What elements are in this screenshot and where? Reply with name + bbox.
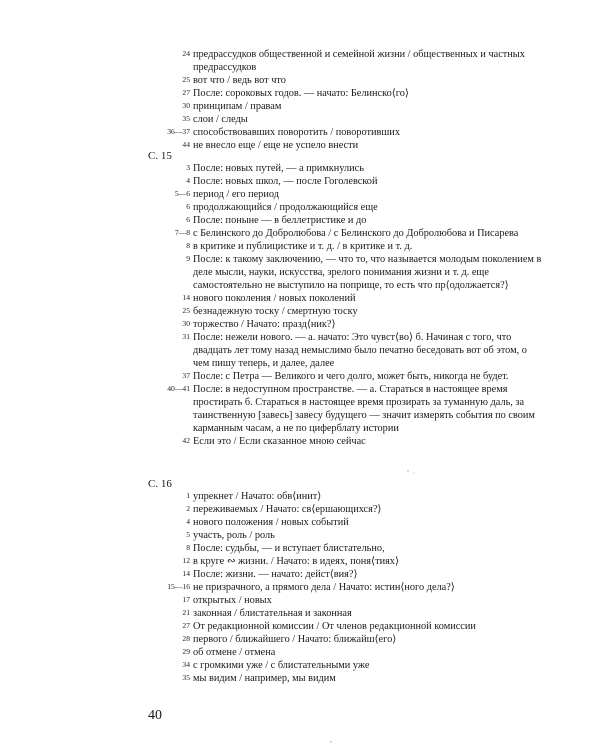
line-number: 25: [182, 75, 190, 84]
line-number: 17: [182, 595, 190, 604]
variant-text: После: нежели нового. — а. начато: Это чувст⟨во⟩ б. Начиная с того, что двадцать лет тому назад немыслимо было печатно беседовать вот об этом, о чем пишу теперь, и далее, далее: [193, 332, 527, 369]
line-number: 7—8: [174, 228, 190, 237]
line-number: 27: [182, 621, 190, 630]
line-number: 27: [182, 88, 190, 97]
line-number: 35: [182, 114, 190, 123]
variant-text: безнадежную тоску / смертную тоску: [193, 306, 358, 317]
variant-text: не призрачного, а прямого дела / Начато: истин⟨ного дела?⟩: [193, 582, 455, 593]
section-heading: С. 16: [148, 478, 172, 490]
line-number: 40—41: [167, 384, 190, 393]
variant-text: открытых / новых: [193, 595, 272, 606]
variant-text: нового положения / новых событий: [193, 517, 349, 528]
line-number: 14: [182, 293, 190, 302]
variant-text: нового поколения / новых поколений: [193, 293, 356, 304]
variant-text: предрассудков общественной и семейной жизни / общественных и частных предрассудков: [193, 49, 525, 73]
variant-text: способствовавших поворотить / поворотивших: [193, 127, 400, 138]
variant-text: участь, роль / роль: [193, 530, 275, 541]
line-number: 2: [186, 504, 190, 513]
variant-text: После: к такому заключению, — что то, что называется молодым поколением в деле мысли, науки, искусства, зрелого понимания жизни и т. д. еще самостоятельно не выступило на поприще, то есть что пр⟨одолжается?⟩: [193, 254, 542, 291]
variant-text: После: судьбы, — и вступает блистательно,: [193, 543, 385, 554]
variant-text: в критике и публицистике и т. д. / в критике и т. д.: [193, 241, 413, 252]
line-number: 5—6: [174, 189, 190, 198]
line-number: 44: [182, 140, 190, 149]
line-number: 6: [186, 202, 190, 211]
variant-text: продолжающийся / продолжающийся еще: [193, 202, 378, 213]
page-number: 40: [148, 708, 162, 723]
variant-text: принципам / правам: [193, 101, 282, 112]
variant-text: мы видим / например, мы видим: [193, 673, 336, 684]
line-number: 29: [182, 647, 190, 656]
variant-text: законная / блистательная и законная: [193, 608, 352, 619]
variant-text: торжество / Начато: празд⟨ник?⟩: [193, 319, 336, 330]
speck: [330, 741, 332, 743]
section-heading: С. 15: [148, 150, 172, 162]
variant-text: После: сороковых годов. — начато: Белинско⟨го⟩: [193, 88, 409, 99]
line-number: 30: [182, 101, 190, 110]
line-number: 34: [182, 660, 190, 669]
variant-text: с Белинского до Добролюбова / с Белинского до Добролюбова и Писарева: [193, 228, 519, 239]
variant-text: с громкими уже / с блистательными уже: [193, 660, 370, 671]
variant-text: После: в недоступном пространстве. — а. Стараться в настоящее время простирать б. Стараться в настоящее время прозирать за туманную даль, за таинственную [завесь] завесу будущего — значит измерять события по своим карманным часам, а не по циферблату истории: [193, 384, 535, 434]
line-number: 8: [186, 241, 190, 250]
line-number: 4: [186, 517, 190, 526]
line-number: 37: [182, 371, 190, 380]
variant-text: Если это / Если сказанное мною сейчас: [193, 436, 366, 447]
line-number: 35: [182, 673, 190, 682]
variant-text: переживаемых / Начато: св⟨ершающихся?⟩: [193, 504, 382, 515]
line-number: 1: [186, 491, 190, 500]
line-number: 9: [186, 254, 190, 263]
line-number: 4: [186, 176, 190, 185]
line-number: 36—37: [167, 127, 190, 136]
variant-text: не внесло еще / еще не успело внести: [193, 140, 359, 151]
line-number: 3: [186, 163, 190, 172]
variant-text: упрекнет / Начато: обв⟨инит⟩: [193, 491, 322, 502]
line-number: 30: [182, 319, 190, 328]
variant-text: вот что / ведь вот что: [193, 75, 286, 86]
variant-text: От редакционной комиссии / От членов редакционной комиссии: [193, 621, 476, 632]
line-number: 12: [182, 556, 190, 565]
variant-text: После: жизни. — начато: дейст⟨вия?⟩: [193, 569, 358, 580]
speck: [407, 470, 409, 472]
variant-text: об отмене / отмена: [193, 647, 276, 658]
line-number: 14: [182, 569, 190, 578]
line-number: 5: [186, 530, 190, 539]
line-number: 21: [182, 608, 190, 617]
line-number: 24: [182, 49, 190, 58]
variant-text: После: новых путей, — а примкнулись: [193, 163, 364, 174]
line-number: 31: [182, 332, 190, 341]
line-number: 25: [182, 306, 190, 315]
speck: [413, 472, 414, 473]
line-number: 42: [182, 436, 190, 445]
line-number: 6: [186, 215, 190, 224]
variant-text: После: новых школ, — после Гоголевской: [193, 176, 378, 187]
line-number: 8: [186, 543, 190, 552]
variant-text: первого / ближайшего / Начато: ближайш⟨его⟩: [193, 634, 397, 645]
variant-text: слои / следы: [193, 114, 248, 125]
variant-text: период / его период: [193, 189, 279, 200]
variant-text: После: поныне — в беллетристике и до: [193, 215, 367, 226]
variant-text: После: с Петра — Великого и чего долго, может быть, никогда не будет.: [193, 371, 509, 382]
variant-text: в круге ∾ жизни. / Начато: в идеях, поня⟨тиях⟩: [193, 556, 399, 567]
line-number: 15—16: [167, 582, 190, 591]
line-number: 28: [182, 634, 190, 643]
